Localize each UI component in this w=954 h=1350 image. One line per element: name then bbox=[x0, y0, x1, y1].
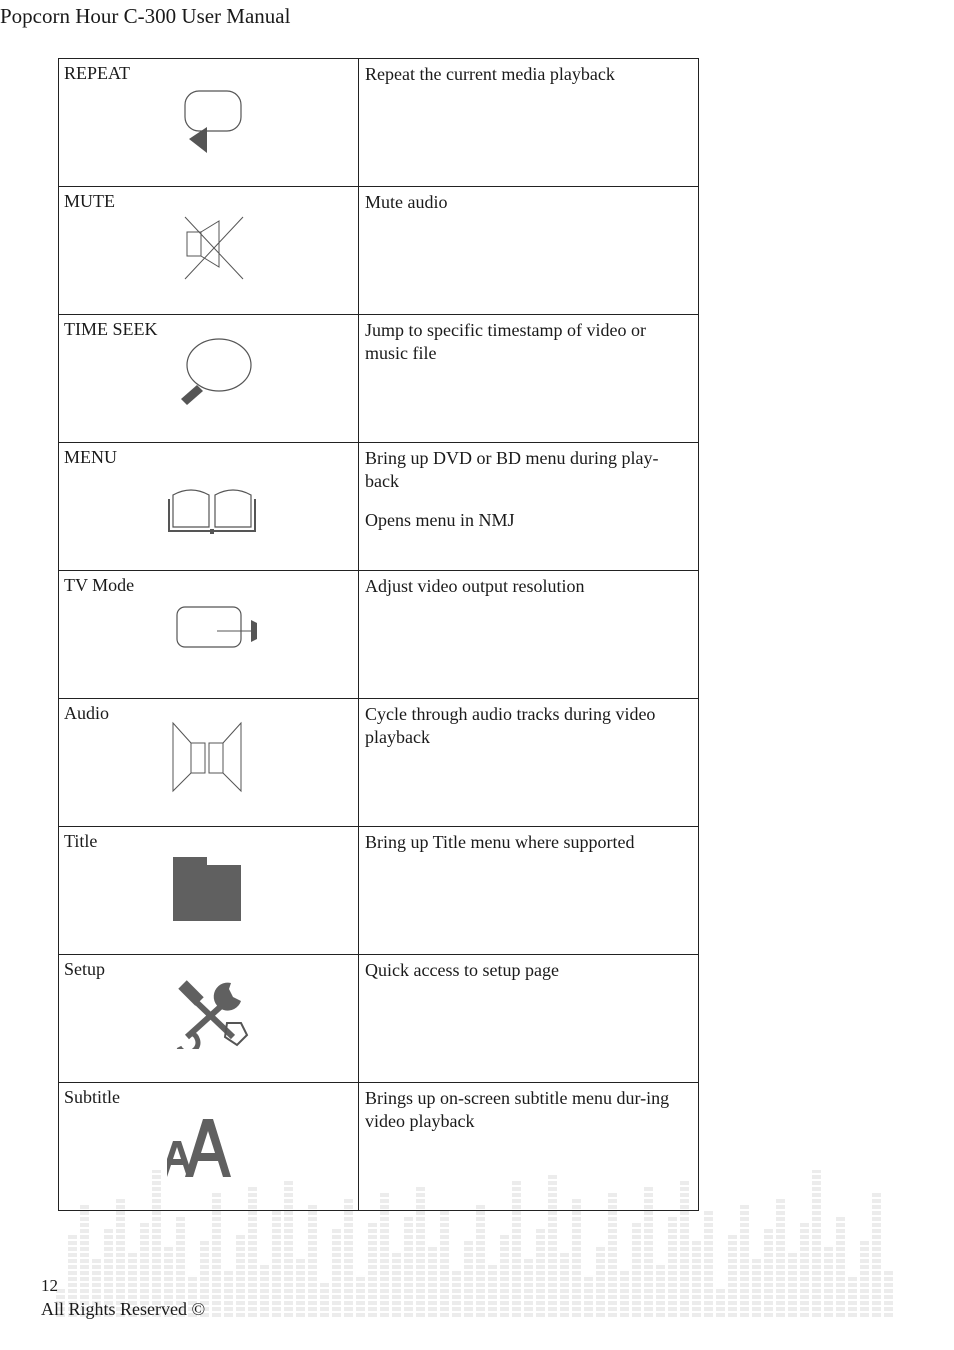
table-row bbox=[59, 955, 699, 1083]
description-cell bbox=[359, 827, 699, 955]
description-cell bbox=[359, 955, 699, 1083]
description-cell bbox=[359, 187, 699, 315]
button-name: TV Mode bbox=[64, 575, 135, 595]
mute-icon bbox=[167, 209, 257, 281]
description-text bbox=[359, 445, 698, 532]
button-cell bbox=[59, 571, 359, 699]
description-text bbox=[359, 829, 698, 854]
description-paragraph: Bring up Title menu where supported bbox=[365, 832, 635, 852]
description-cell bbox=[359, 59, 699, 187]
button-cell bbox=[59, 187, 359, 315]
repeat-icon bbox=[167, 81, 257, 153]
button-name: Subtitle bbox=[64, 1087, 121, 1107]
button-cell bbox=[59, 59, 359, 187]
title-folder-icon bbox=[167, 849, 257, 921]
description-text bbox=[359, 189, 698, 214]
copyright-notice: All Rights Reserved © bbox=[41, 1299, 206, 1319]
button-name: Audio bbox=[64, 703, 109, 723]
description-text bbox=[359, 957, 698, 982]
button-cell bbox=[59, 827, 359, 955]
table-row bbox=[59, 443, 699, 571]
description-paragraph: Jump to specific timestamp of video or music file bbox=[365, 320, 646, 363]
description-cell bbox=[359, 443, 699, 571]
tv-mode-icon bbox=[167, 593, 257, 665]
description-text bbox=[359, 317, 698, 365]
table-row bbox=[59, 59, 699, 187]
description-cell bbox=[359, 571, 699, 699]
button-name: MENU bbox=[64, 447, 117, 467]
page-header-title: Popcorn Hour C-300 User Manual bbox=[0, 4, 291, 28]
description-text bbox=[359, 61, 698, 86]
button-name: MUTE bbox=[64, 191, 115, 211]
description-cell bbox=[359, 1083, 699, 1211]
description-cell bbox=[359, 315, 699, 443]
button-cell bbox=[59, 443, 359, 571]
table-row bbox=[59, 571, 699, 699]
table-row bbox=[59, 827, 699, 955]
description-text bbox=[359, 1085, 698, 1133]
remote-buttons-table bbox=[58, 58, 699, 1211]
button-cell bbox=[59, 1083, 359, 1211]
time-seek-icon bbox=[167, 337, 257, 409]
page-number: 12 bbox=[41, 1276, 58, 1295]
description-paragraph: Mute audio bbox=[365, 192, 448, 212]
table-row bbox=[59, 699, 699, 827]
button-cell bbox=[59, 955, 359, 1083]
description-paragraph: Repeat the current media playback bbox=[365, 64, 615, 84]
description-paragraph: Quick access to setup page bbox=[365, 960, 559, 980]
button-cell bbox=[59, 315, 359, 443]
button-name: REPEAT bbox=[64, 63, 131, 83]
description-cell bbox=[359, 699, 699, 827]
subtitle-font-icon bbox=[167, 1105, 257, 1177]
description-paragraph: Brings up on-screen subtitle menu dur-ing video playback bbox=[365, 1088, 670, 1131]
description-paragraph: Opens menu in NMJ bbox=[365, 510, 515, 530]
description-text bbox=[359, 573, 698, 598]
description-paragraph: Bring up DVD or BD menu during play-back bbox=[365, 448, 659, 491]
description-text bbox=[359, 701, 698, 749]
description-paragraph: Cycle through audio tracks during video playback bbox=[365, 704, 656, 747]
table-row bbox=[59, 187, 699, 315]
button-name: Title bbox=[64, 831, 98, 851]
button-name: Setup bbox=[64, 959, 106, 979]
description-paragraph: Adjust video output resolution bbox=[365, 576, 585, 596]
table-row bbox=[59, 1083, 699, 1211]
audio-speaker-icon bbox=[167, 721, 257, 793]
table-row bbox=[59, 315, 699, 443]
button-name: TIME SEEK bbox=[64, 319, 158, 339]
menu-book-icon bbox=[167, 465, 257, 537]
button-cell bbox=[59, 699, 359, 827]
setup-tools-icon bbox=[167, 977, 257, 1049]
